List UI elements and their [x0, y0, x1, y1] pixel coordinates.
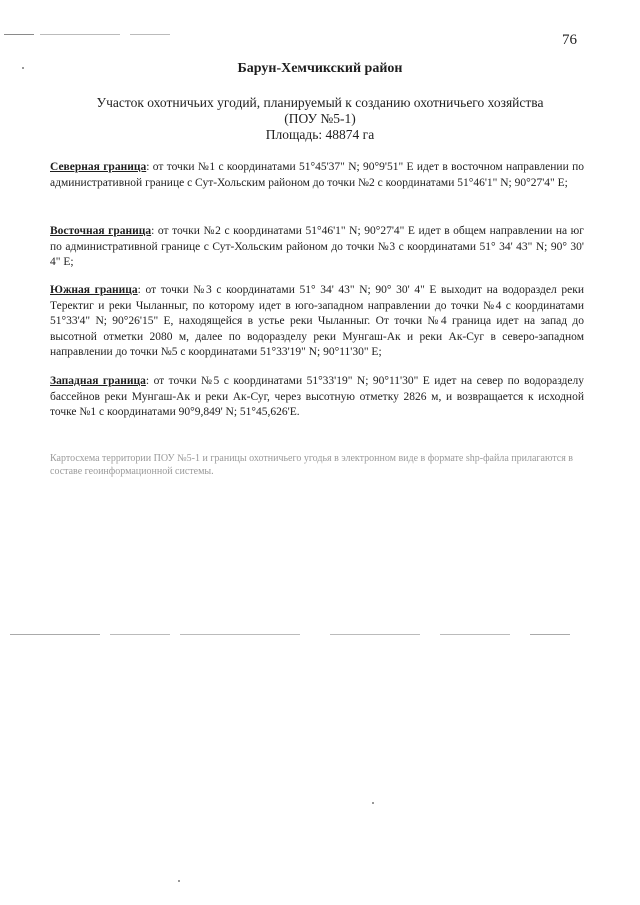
scan-speck	[178, 880, 180, 882]
boundary-label: Северная граница	[50, 161, 147, 173]
boundary-east	[50, 224, 584, 271]
scan-artifact	[530, 634, 570, 635]
boundary-label: Южная граница	[50, 284, 138, 296]
subtitle-line: Участок охотничьих угодий, планируемый к созданию охотничьего хозяйства	[96, 95, 544, 110]
map-attachment-note: Картосхема территории ПОУ №5-1 и границы охотничьего угодья в электронном виде в формате shp-файла прилагаются в составе геоинформационной системы.	[50, 453, 574, 477]
scan-artifact	[180, 634, 300, 635]
scan-artifact	[130, 34, 170, 35]
boundary-text: : от точки №5 с координатами 51°33'19" N; 90°11'30" E идет на север по водоразделу бассейнов реки Мунгаш-Ак и реки Ак-Суг, через высотную отметку 2826 м, и возвращается к исходной точке №1 с координатами 90°9,849' N; 51°45,626'E.	[50, 375, 584, 418]
boundary-label: Западная граница	[50, 375, 146, 387]
boundary-north	[50, 160, 584, 191]
boundary-west	[50, 374, 584, 421]
boundary-text: : от точки №1 с координатами 51°45'37" N; 90°9'51" E идет в восточном направлении по административной границе с Сут-Хольским районом до точки №2 с координатами 51°46'1" N; 90°27'4" E;	[50, 161, 584, 189]
subtitle-code: (ПОУ №5-1)	[284, 111, 356, 126]
boundary-south	[50, 283, 584, 361]
scan-speck	[372, 802, 374, 804]
scan-artifact	[40, 34, 120, 35]
scan-artifact	[330, 634, 420, 635]
scan-artifact	[440, 634, 510, 635]
boundary-text: : от точки №3 с координатами 51° 34' 43" N; 90° 30' 4" E выходит на водораздел реки Теректиг и реки Чыланныг, по которому идет в юго-западном направлении до точки №4 с координатами 51°33'4" N; 90°26'15" E, находящейся в устье реки Чыланныг. От точки №4 граница идет на запад до высотной отметки 2080 м, далее по водоразделу реки Мунгаш-Ак и реки Ак-Суг в северо-западном направлении до точки №5 с координатами 51°33'19" N; 90°11'30" E;	[50, 284, 584, 358]
boundary-text: : от точки №2 с координатами 51°46'1" N; 90°27'4" E идет в общем направлении на юг по административной границе с Сут-Хольским районом до точки №3 с координатами 51° 34' 43" N; 90° 30' 4" E;	[50, 225, 584, 268]
scan-artifact	[4, 34, 34, 35]
scan-artifact	[110, 634, 170, 635]
boundary-label: Восточная граница	[50, 225, 152, 237]
scan-artifact	[10, 634, 100, 635]
subtitle-area: Площадь: 48874 га	[265, 127, 375, 142]
page-title: Барун-Хемчикский район	[237, 61, 403, 76]
page-number: 76	[562, 32, 577, 48]
area-description	[50, 95, 590, 143]
